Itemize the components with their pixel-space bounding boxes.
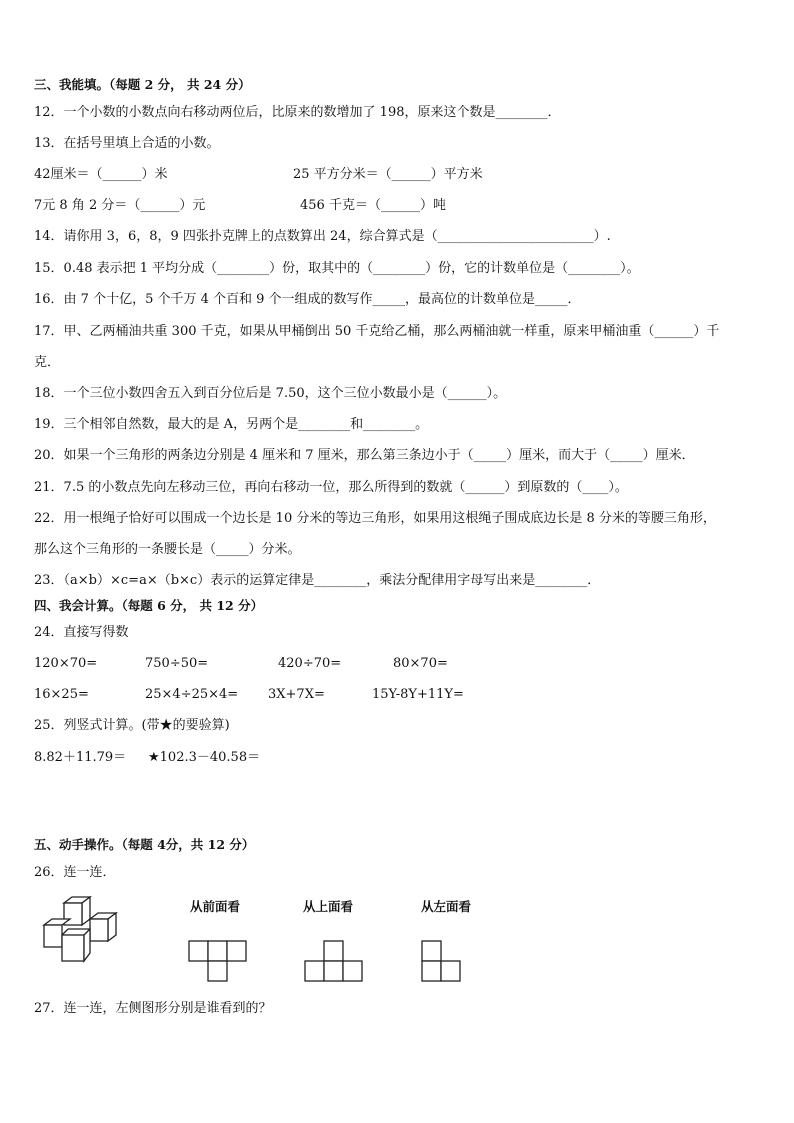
question-19: 19．三个相邻自然数，最大的是 A，另两个是________和________。 <box>34 417 429 432</box>
question-18: 18．一个三位小数四舍五入到百分位后是 7.50，这个三位小数最小是（______）。 <box>34 386 507 401</box>
calc-item: 120×70= <box>34 656 98 671</box>
calc-item: 16×25= <box>34 687 89 702</box>
section-heading-3: 三、我能填。（每题 2 分， 共 24 分） <box>34 77 251 92</box>
question-17-line-1: 17．甲、乙两桶油共重 300 千克，如果从甲桶倒出 50 千克给乙桶，那么两桶油就一样重，原来甲桶油重（______）千 <box>34 324 720 339</box>
question-12: 12．一个小数的小数点向右移动两位后，比原来的数增加了 198，原来这个数是________． <box>34 105 561 120</box>
calc-item: 25×4÷25×4= <box>145 687 239 702</box>
vertical-calc-item: 8.82＋11.79＝ <box>34 750 127 765</box>
question-22-line-2: 那么这个三角形的一条腰长是（_____）分米。 <box>34 542 301 557</box>
question-13: 13．在括号里填上合适的小数。 <box>34 136 220 151</box>
view-label-top: 从上面看 <box>303 899 354 914</box>
question-13-item-d: 456 千克＝（______）吨 <box>300 198 446 213</box>
question-24: 24．直接写得数 <box>34 625 129 640</box>
calc-item: 3X+7X= <box>268 687 325 702</box>
question-23: 23．（a×b）×c=a×（b×c）表示的运算定律是________，乘法分配律用字母写出来是________． <box>34 573 601 588</box>
question-21: 21．7.5 的小数点先向左移动三位，再向右移动一位，那么所得到的数就（______）到原数的（____）。 <box>34 480 628 495</box>
cube-stack-figure <box>40 895 140 965</box>
calc-item: 420÷70= <box>278 656 342 671</box>
question-13-item-c: 7元 8 角 2 分＝（______）元 <box>34 198 206 213</box>
question-22-line-1: 22．用一根绳子恰好可以围成一个边长是 10 分米的等边三角形，如果用这根绳子围成底边长是 8 分米的等腰三角形， <box>34 511 716 526</box>
question-20: 20．如果一个三角形的两条边分别是 4 厘米和 7 厘米，那么第三条边小于（_____）厘米，而大于（_____）厘米． <box>34 448 695 463</box>
question-13-item-b: 25 平方分米＝（______）平方米 <box>293 167 483 182</box>
section-heading-5: 五、动手操作。（每题 4分，共 12 分） <box>34 837 255 852</box>
view-label-left: 从左面看 <box>421 899 472 914</box>
question-14: 14．请你用 3，6，8，9 四张扑克牌上的点数算出 24，综合算式是（________________________）. <box>34 229 611 244</box>
question-27: 27．连一连，左侧图形分别是谁看到的？ <box>34 1001 272 1016</box>
vertical-calc-item: ★102.3－40.58＝ <box>148 750 261 765</box>
left-view-shape <box>421 940 471 985</box>
top-view-shape <box>304 940 374 985</box>
calc-item: 15Y-8Y+11Y= <box>372 687 464 702</box>
calc-item: 80×70= <box>393 656 448 671</box>
question-13-item-a: 42厘米＝（______）米 <box>34 167 168 182</box>
view-label-front: 从前面看 <box>190 899 241 914</box>
question-25: 25．列竖式计算。(带★的要验算) <box>34 718 230 733</box>
question-15: 15．0.48 表示把 1 平均分成（________）份，取其中的（________）份，它的计数单位是（________）。 <box>34 261 640 276</box>
question-16: 16．由 7 个十亿，5 个千万 4 个百和 9 个一组成的数写作_____，最高位的计数单位是_____． <box>34 292 581 307</box>
question-17-line-2: 克． <box>34 355 61 370</box>
section-heading-4: 四、我会计算。（每题 6 分， 共 12 分） <box>34 598 264 613</box>
front-view-shape <box>188 940 258 985</box>
calc-item: 750÷50= <box>145 656 209 671</box>
question-26: 26．连一连． <box>34 865 116 880</box>
